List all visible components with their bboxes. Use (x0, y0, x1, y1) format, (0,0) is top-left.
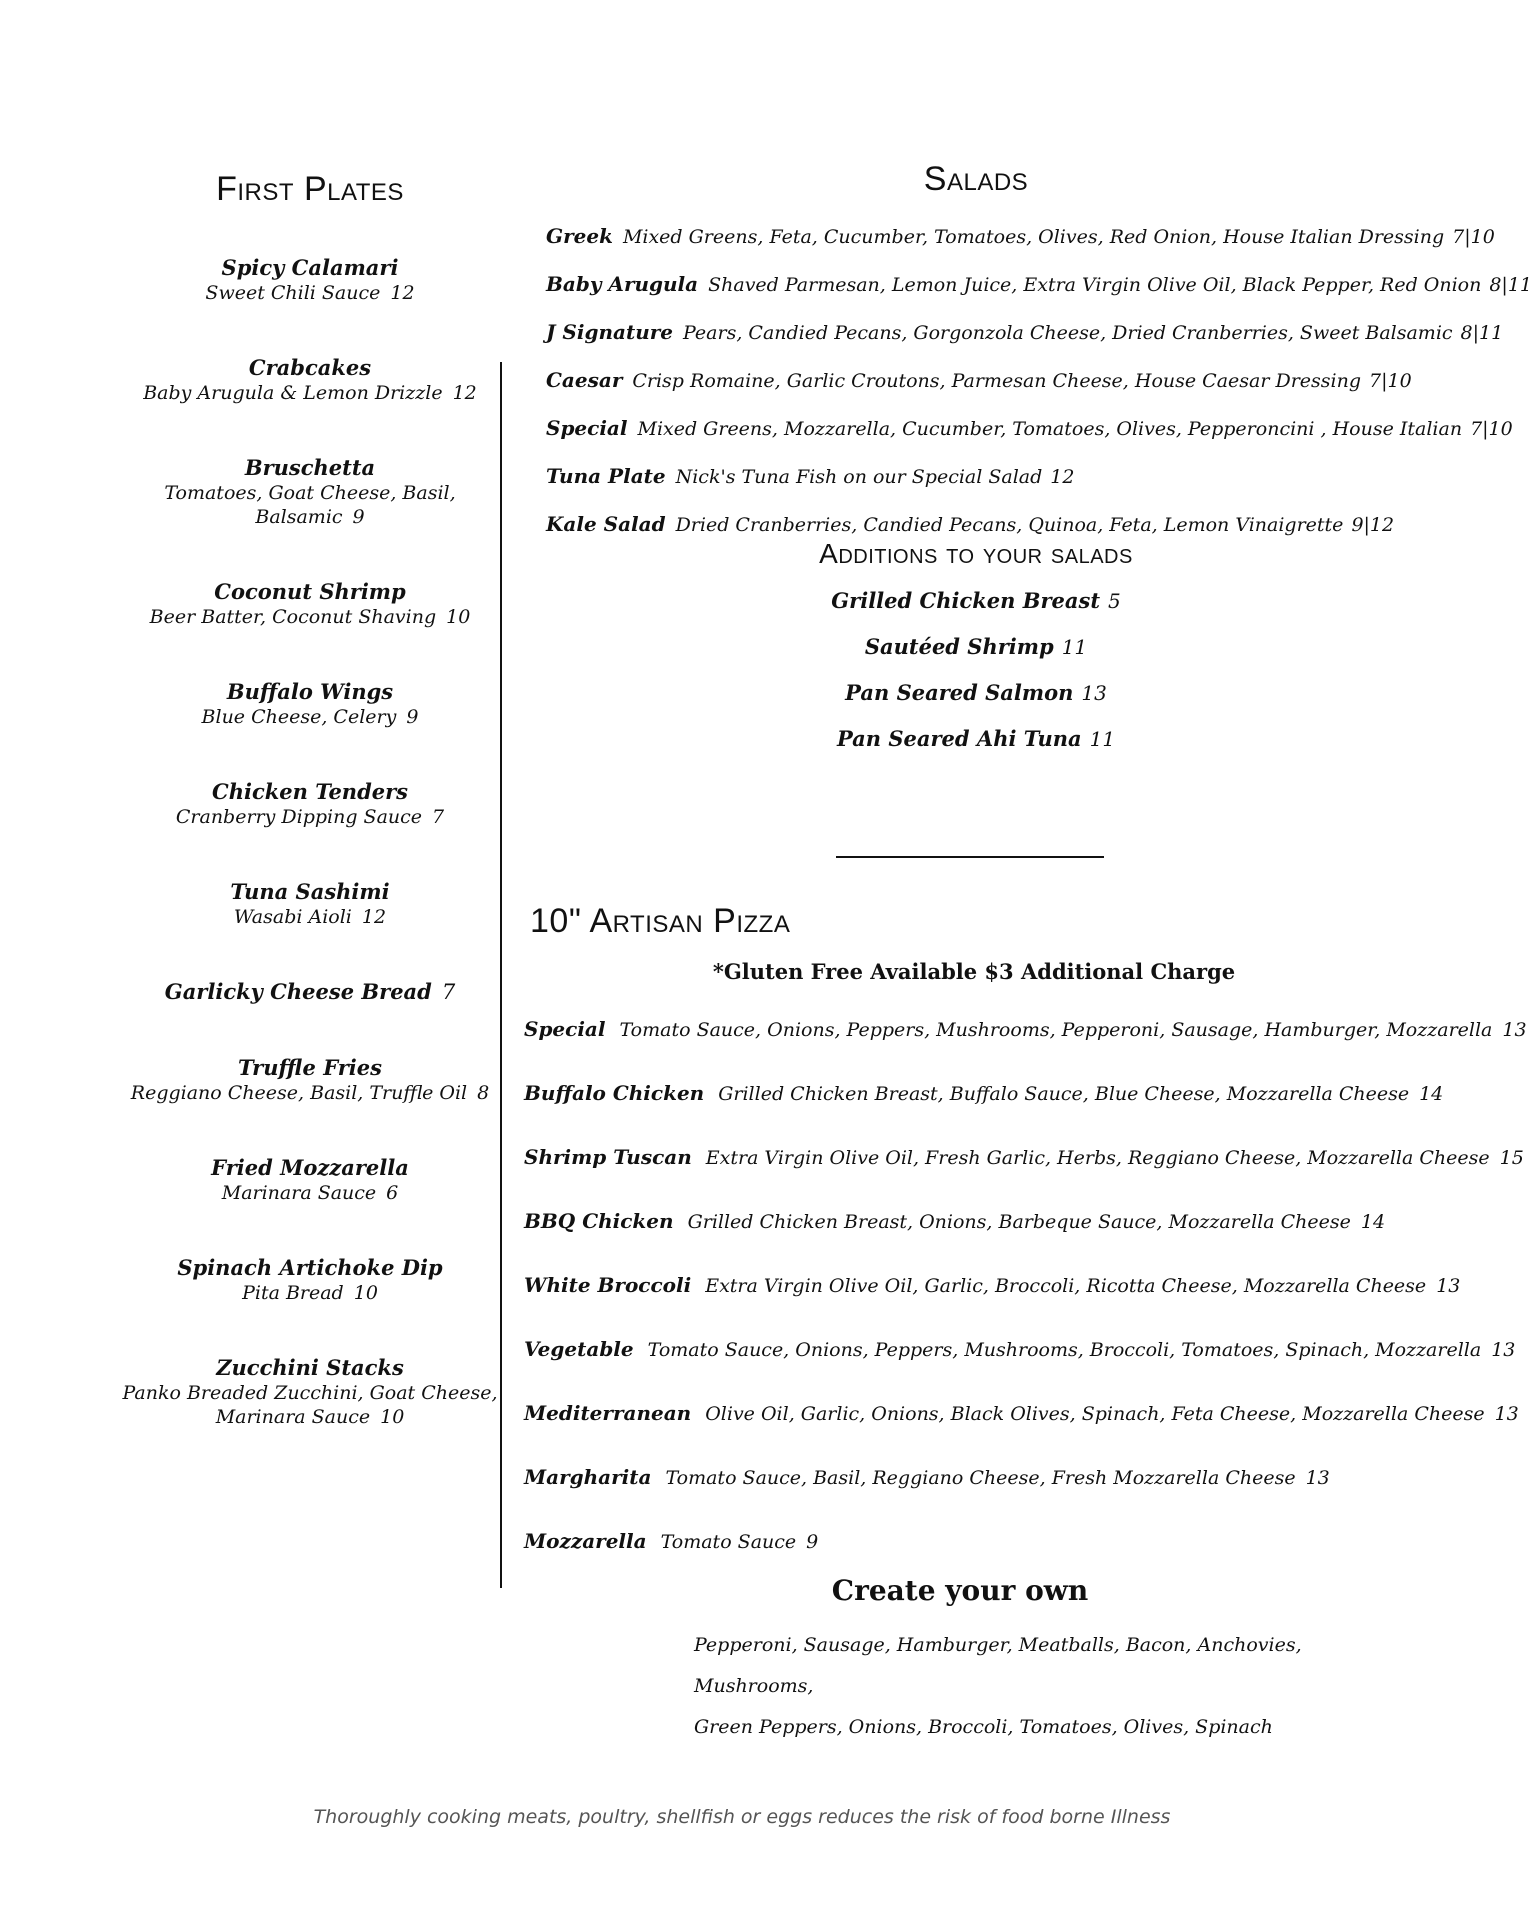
pizza-name: Mozzarella (524, 1529, 647, 1553)
item-price: 6 (386, 1182, 399, 1204)
item-desc-text: Sweet Chili Sauce (205, 282, 381, 304)
item-desc-text: Blue Cheese, Celery (201, 706, 397, 728)
addition-price: 11 (1089, 727, 1116, 751)
item-name: Tuna Sashimi (230, 879, 390, 904)
item-desc-text: Cranberry Dipping Sauce (175, 806, 423, 828)
salad-item (546, 405, 1513, 453)
pizza-item (524, 1126, 1524, 1190)
menu-item (120, 979, 500, 1005)
salad-desc: Pears, Candied Pecans, Gorgonzola Cheese, Dried Cranberries, Sweet Balsamic (683, 322, 1453, 344)
pizza-name: White Broccoli (524, 1273, 692, 1297)
salad-desc: Mixed Greens, Feta, Cucumber, Tomatoes, Olives, Red Onion, House Italian Dressing (622, 226, 1445, 248)
item-description (120, 605, 500, 629)
item-name: Zucchini Stacks (216, 1355, 404, 1380)
pizza-item (524, 1446, 1464, 1510)
item-price: 7 (441, 980, 456, 1004)
item-price: 12 (390, 282, 415, 304)
pizza-price: 15 (1499, 1147, 1524, 1169)
addition-name: Sautéed Shrimp (864, 634, 1054, 659)
salad-price: 7|10 (1470, 418, 1513, 440)
salad-desc: Crisp Romaine, Garlic Croutons, Parmesan Cheese, House Caesar Dressing (632, 370, 1362, 392)
salad-name: Greek (546, 224, 613, 248)
pizza-desc: Tomato Sauce, Onions, Peppers, Mushrooms, Pepperoni, Sausage, Hamburger, Mozzarella (619, 1019, 1493, 1041)
menu-item (120, 579, 500, 629)
addition-item (546, 578, 1406, 624)
pizza-price: 13 (1491, 1339, 1516, 1361)
item-desc-text: Marinara Sauce (215, 1406, 371, 1428)
item-price: 10 (446, 606, 471, 628)
salad-name: Special (546, 416, 628, 440)
pizza-name: Shrimp Tuscan (524, 1145, 692, 1169)
item-desc-text: Tomatoes, Goat Cheese, Basil, Balsamic (164, 482, 456, 528)
pizza-item (524, 1318, 1516, 1382)
pizza-price: 14 (1360, 1211, 1386, 1233)
addition-price: 11 (1061, 635, 1088, 659)
item-name: Coconut Shrimp (214, 579, 406, 604)
salad-item (546, 357, 1446, 405)
pizza-name: Special (524, 1017, 606, 1041)
pizza-title: 10" Artisan Pizza (530, 902, 791, 940)
pizza-desc: Tomato Sauce, Onions, Peppers, Mushrooms, Broccoli, Tomatoes, Spinach, Mozzarella (647, 1339, 1482, 1361)
salad-additions-section (546, 538, 1406, 762)
salad-price: 12 (1050, 466, 1075, 488)
menu-item (120, 355, 500, 405)
menu-item (120, 1355, 500, 1429)
salad-item (546, 261, 1532, 309)
item-name: Buffalo Wings (226, 679, 394, 704)
pizza-desc: Tomato Sauce (660, 1531, 797, 1553)
pizza-desc: Grilled Chicken Breast, Onions, Barbeque Sauce, Mozzarella Cheese (687, 1211, 1351, 1233)
addition-name: Pan Seared Salmon (845, 680, 1074, 705)
item-name: Spinach Artichoke Dip (177, 1255, 443, 1280)
salad-name: J Signature (546, 320, 673, 344)
menu-item (120, 1055, 500, 1105)
salad-desc: Nick's Tuna Fish on our Special Salad (675, 466, 1043, 488)
pizza-item (524, 1062, 1464, 1126)
item-description (120, 805, 500, 829)
addition-price: 13 (1081, 681, 1107, 705)
item-description (120, 1081, 500, 1105)
food-safety-note: Thoroughly cooking meats, poultry, shellfish or eggs reduces the risk of food borne Illness (313, 1806, 1171, 1828)
item-name: Truffle Fries (238, 1055, 382, 1080)
menu-item (120, 879, 500, 929)
pizza-price: 13 (1436, 1275, 1461, 1297)
addition-item (546, 624, 1406, 670)
salads-section (546, 160, 1532, 549)
menu-item (120, 455, 500, 529)
salad-desc: Mixed Greens, Mozzarella, Cucumber, Tomatoes, Olives, Pepperoncini , House Italian (637, 418, 1463, 440)
pizza-item (524, 998, 1527, 1062)
gluten-free-note: *Gluten Free Available $3 Additional Charge (712, 959, 1236, 984)
first-plates-section (120, 170, 500, 1479)
pizza-item (524, 1382, 1519, 1446)
salad-price: 9|12 (1351, 514, 1395, 536)
pizza-price: 13 (1502, 1019, 1527, 1041)
item-name: Fried Mozzarella (211, 1155, 409, 1180)
pizza-section (524, 902, 1527, 1574)
salad-desc: Dried Cranberries, Candied Pecans, Quinoa, Feta, Lemon Vinaigrette (675, 514, 1344, 536)
addition-item (546, 670, 1406, 716)
menu-item (120, 255, 500, 305)
pizza-desc: Extra Virgin Olive Oil, Garlic, Broccoli, Ricotta Cheese, Mozzarella Cheese (705, 1275, 1427, 1297)
salad-name: Tuna Plate (546, 464, 666, 488)
item-desc-text: Beer Batter, Coconut Shaving (149, 606, 437, 628)
item-desc-text: Marinara Sauce (221, 1182, 377, 1204)
item-name: Spicy Calamari (221, 255, 399, 280)
item-price: 8 (477, 1082, 490, 1104)
item-description (120, 1405, 500, 1429)
item-description (120, 481, 500, 529)
menu-item (120, 1255, 500, 1305)
item-price: 10 (353, 1282, 378, 1304)
salad-item (546, 453, 1446, 501)
pizza-name: Buffalo Chicken (524, 1081, 705, 1105)
salads-title: Salads (923, 160, 1029, 198)
additions-title: Additions to your salads (819, 538, 1133, 569)
pizza-desc: Grilled Chicken Breast, Buffalo Sauce, Blue Cheese, Mozzarella Cheese (718, 1083, 1410, 1105)
section-divider (836, 856, 1104, 858)
item-price: 7 (432, 806, 445, 828)
addition-name: Pan Seared Ahi Tuna (836, 726, 1082, 751)
addition-price: 5 (1108, 589, 1121, 613)
item-name-text: Garlicky Cheese Bread (164, 979, 432, 1004)
salad-price: 8|11 (1489, 274, 1532, 296)
addition-name: Grilled Chicken Breast (831, 588, 1101, 613)
pizza-price: 9 (806, 1531, 819, 1553)
item-price: 9 (406, 706, 419, 728)
salad-name: Caesar (546, 368, 623, 392)
item-description: Panko Breaded Zucchini, Goat Cheese, (122, 1382, 498, 1404)
item-name (120, 979, 500, 1005)
salad-price: 7|10 (1369, 370, 1412, 392)
pizza-name: Mediterranean (524, 1401, 692, 1425)
item-name: Chicken Tenders (211, 779, 408, 804)
pizza-desc: Tomato Sauce, Basil, Reggiano Cheese, Fresh Mozzarella Cheese (665, 1467, 1296, 1489)
first-plates-title: First Plates (216, 170, 404, 208)
pizza-item (524, 1190, 1464, 1254)
item-desc-text: Wasabi Aioli (233, 906, 352, 928)
salad-name: Kale Salad (546, 512, 666, 536)
item-description (120, 1281, 500, 1305)
column-divider (500, 362, 502, 1588)
addition-item (546, 716, 1406, 762)
salad-price: 8|11 (1460, 322, 1504, 344)
pizza-name: BBQ Chicken (524, 1209, 674, 1233)
item-description (120, 381, 500, 405)
item-price: 9 (352, 506, 365, 528)
pizza-price: 13 (1305, 1467, 1330, 1489)
pizza-item (524, 1254, 1464, 1318)
pizza-price: 14 (1419, 1083, 1444, 1105)
salad-item (546, 213, 1495, 261)
pizza-item (524, 1510, 1464, 1574)
item-description (120, 905, 500, 929)
item-name: Bruschetta (244, 455, 376, 480)
item-desc-text: Pita Bread (242, 1282, 344, 1304)
toppings-line: Green Peppers, Onions, Broccoli, Tomatoes, Olives, Spinach (694, 1716, 1273, 1738)
item-description (120, 1181, 500, 1205)
toppings-line: Pepperoni, Sausage, Hamburger, Meatballs, Bacon, Anchovies, Mushrooms, (694, 1634, 1302, 1697)
pizza-name: Vegetable (524, 1337, 634, 1361)
salad-item (546, 309, 1504, 357)
pizza-desc: Olive Oil, Garlic, Onions, Black Olives, Spinach, Feta Cheese, Mozzarella Cheese (705, 1403, 1485, 1425)
item-price: 12 (361, 906, 387, 928)
create-your-own-section (560, 1574, 1360, 1748)
menu-item (120, 1155, 500, 1205)
salad-price: 7|10 (1452, 226, 1495, 248)
item-price: 10 (380, 1406, 405, 1428)
item-name: Crabcakes (248, 355, 372, 380)
pizza-price: 13 (1494, 1403, 1519, 1425)
menu-item (120, 779, 500, 829)
salad-desc: Shaved Parmesan, Lemon Juice, Extra Virgin Olive Oil, Black Pepper, Red Onion (708, 274, 1482, 296)
item-price: 12 (452, 382, 477, 404)
item-description (120, 281, 500, 305)
salad-name: Baby Arugula (546, 272, 699, 296)
item-description (120, 705, 500, 729)
pizza-name: Margharita (524, 1465, 652, 1489)
create-own-title: Create your own (831, 1574, 1089, 1607)
item-desc-text: Baby Arugula & Lemon Drizzle (143, 382, 443, 404)
menu-item (120, 679, 500, 729)
item-desc-text: Reggiano Cheese, Basil, Truffle Oil (130, 1082, 468, 1104)
pizza-desc: Extra Virgin Olive Oil, Fresh Garlic, Herbs, Reggiano Cheese, Mozzarella Cheese (705, 1147, 1490, 1169)
